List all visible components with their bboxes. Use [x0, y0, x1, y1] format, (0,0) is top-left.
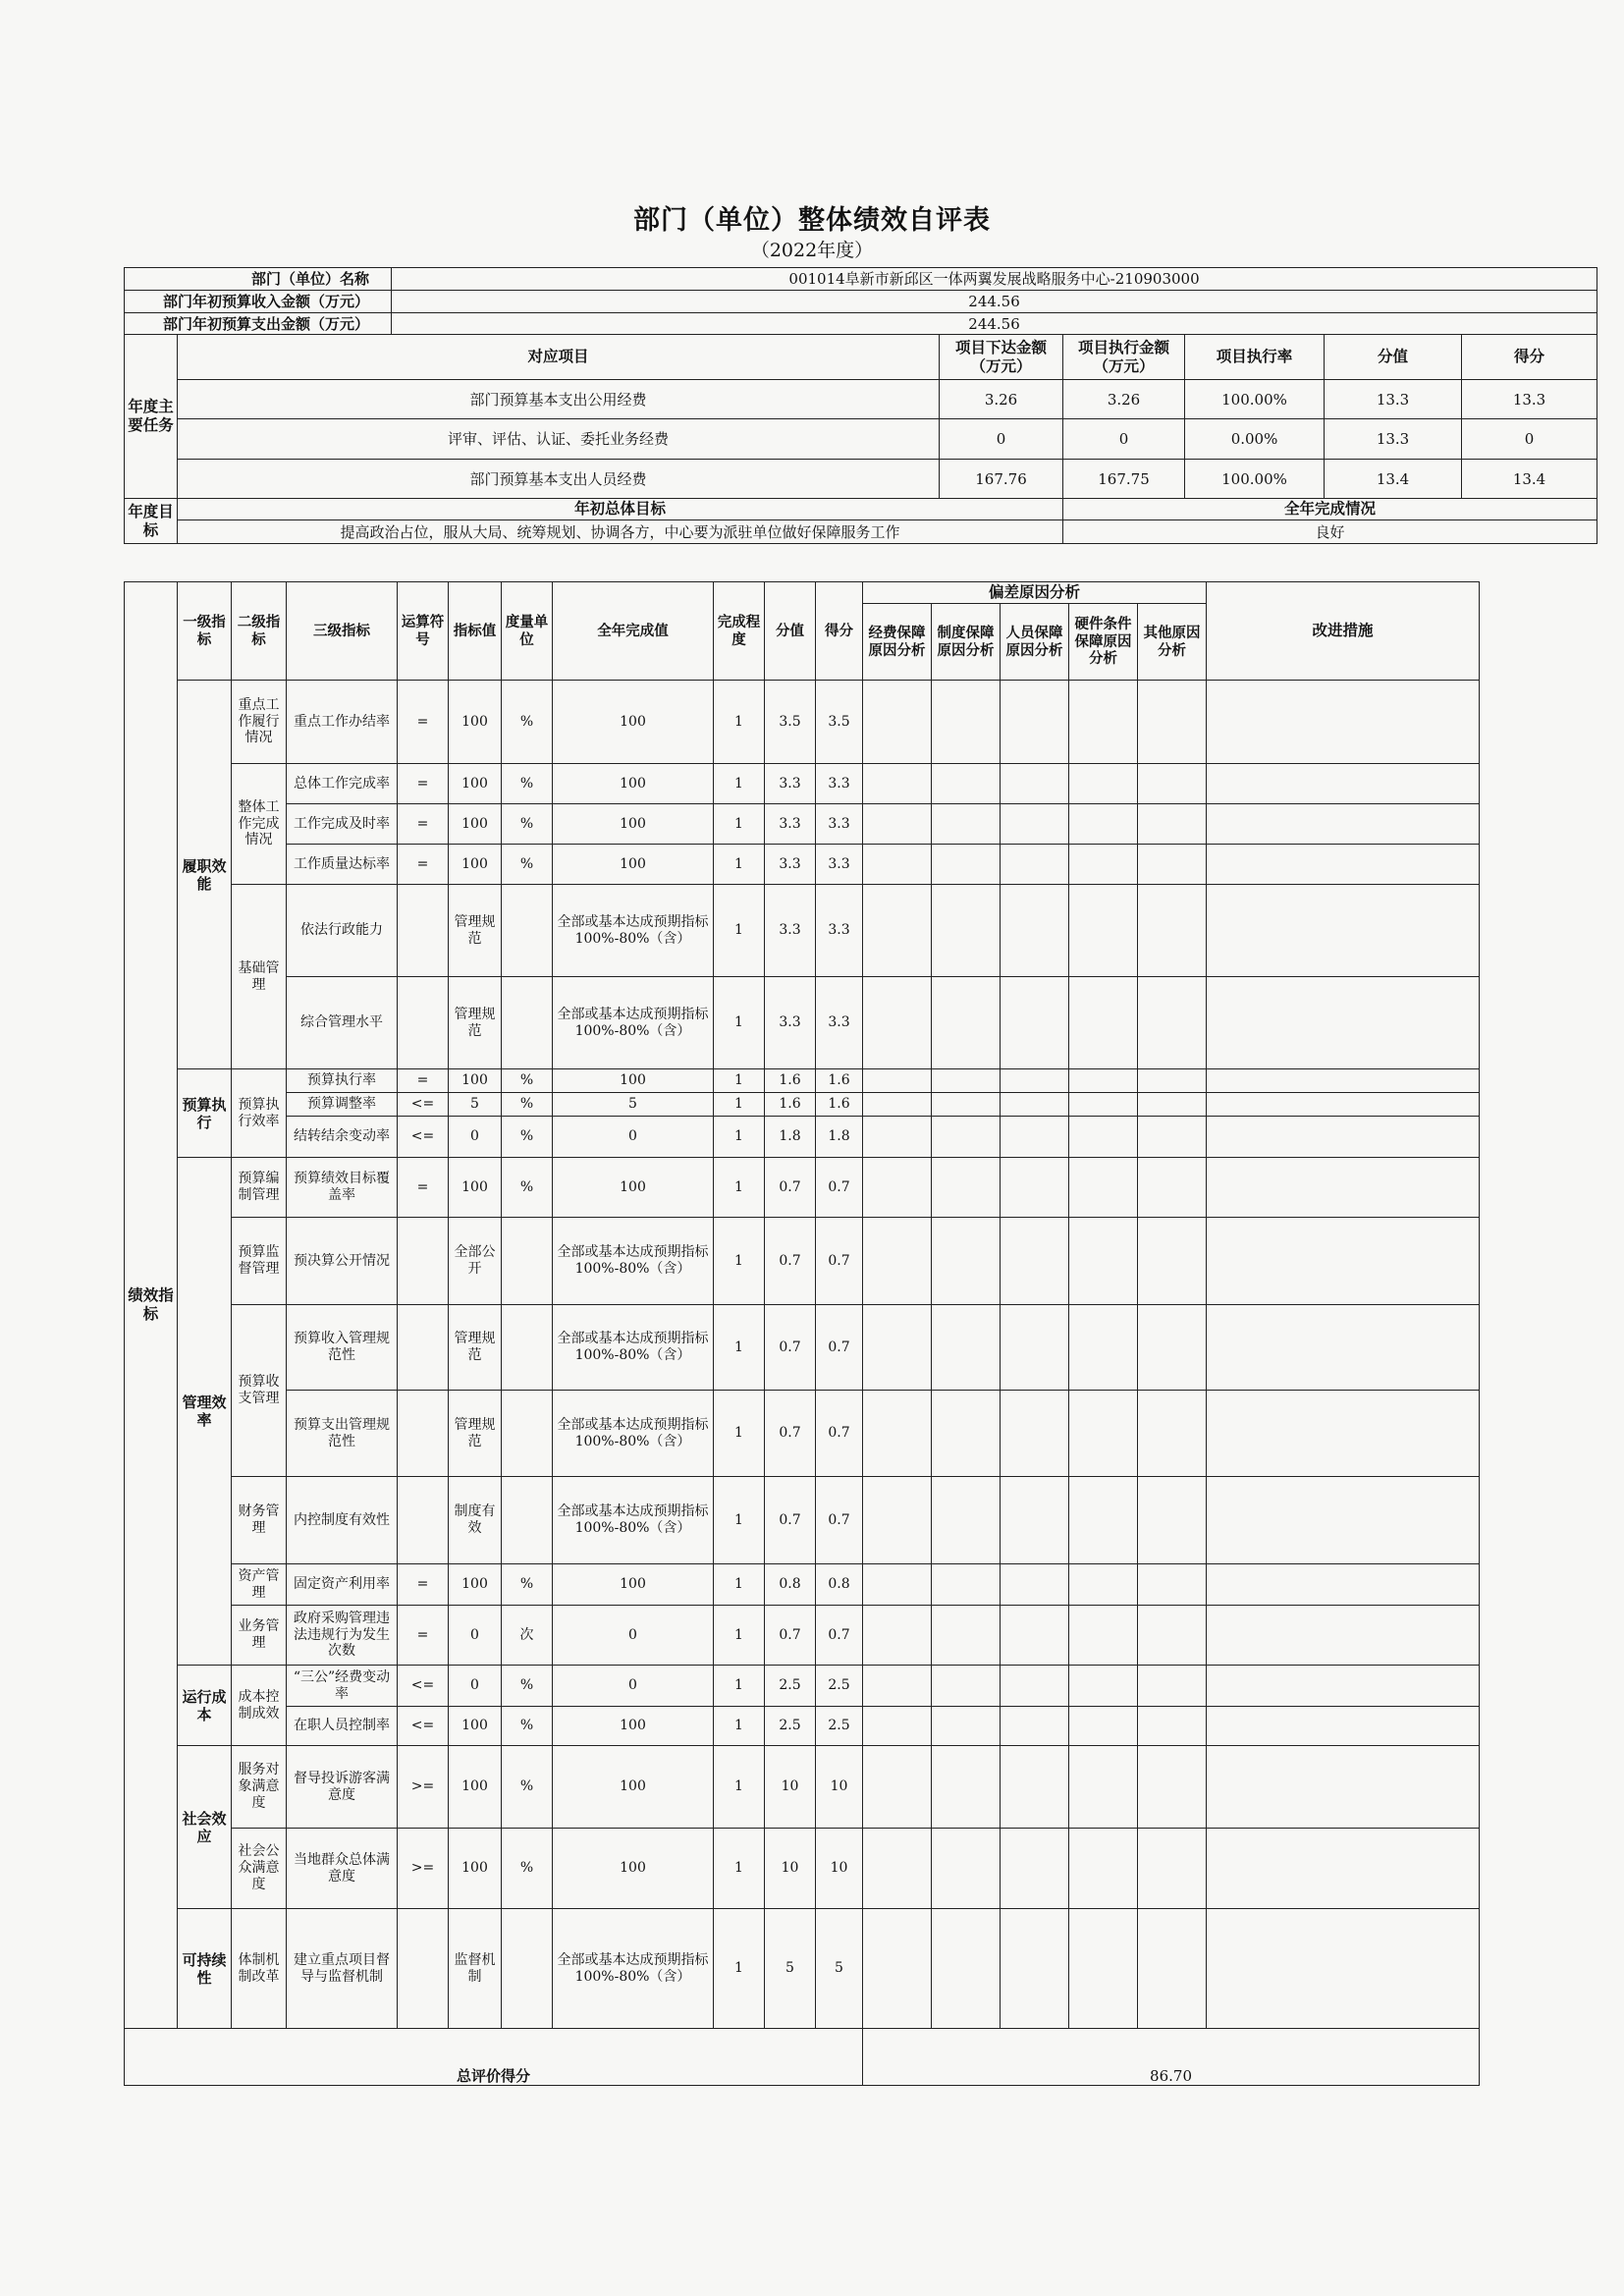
completion-rate-cell: 1 [714, 1093, 765, 1117]
score-cell: 0.7 [765, 1305, 816, 1391]
completed-value-cell: 100 [553, 681, 714, 764]
completion-rate-cell: 1 [714, 1218, 765, 1305]
operator-cell: <= [398, 1666, 449, 1707]
task-row-score: 13.4 [1325, 460, 1462, 499]
completed-value-cell: 100 [553, 1158, 714, 1218]
unit-cell [502, 1909, 553, 2029]
completion-rate-cell: 1 [714, 845, 765, 885]
l2-group: 服务对象满意度 [232, 1746, 287, 1829]
score-cell: 10 [765, 1746, 816, 1829]
unit-cell: % [502, 845, 553, 885]
unit-cell: % [502, 1117, 553, 1158]
goals-label: 年度目标 [125, 499, 178, 544]
score-cell: 0.7 [765, 1391, 816, 1477]
target-value-cell: 100 [449, 1158, 502, 1218]
completion-rate-cell: 1 [714, 1746, 765, 1829]
income-label: 部门年初预算收入金额（万元） [125, 291, 392, 313]
got-cell: 0.7 [816, 1305, 863, 1391]
target-value-cell: 100 [449, 1069, 502, 1093]
perf-label: 绩效指标 [125, 582, 178, 2029]
l2-group: 重点工作履行情况 [232, 681, 287, 764]
operator-cell [398, 977, 449, 1069]
l3-indicator: 总体工作完成率 [287, 764, 398, 804]
goals-completion-header: 全年完成情况 [1063, 499, 1597, 520]
goals-target-header: 年初总体目标 [178, 499, 1063, 520]
l3-indicator: 工作质量达标率 [287, 845, 398, 885]
completion-rate-cell: 1 [714, 1117, 765, 1158]
col-operator: 运算符号 [398, 582, 449, 681]
operator-cell: <= [398, 1707, 449, 1746]
task-row-rate: 100.00% [1185, 380, 1325, 419]
total-label: 总评价得分 [125, 2029, 863, 2086]
got-cell: 3.5 [816, 681, 863, 764]
target-value-cell: 管理规范 [449, 885, 502, 977]
completion-rate-cell: 1 [714, 1391, 765, 1477]
l3-indicator: 内控制度有效性 [287, 1477, 398, 1564]
completed-value-cell: 5 [553, 1093, 714, 1117]
got-cell: 3.3 [816, 764, 863, 804]
unit-cell: % [502, 1069, 553, 1093]
task-row-allocated: 0 [940, 419, 1063, 460]
operator-cell: = [398, 1158, 449, 1218]
l3-indicator: 依法行政能力 [287, 885, 398, 977]
target-value-cell: 100 [449, 1746, 502, 1829]
unit-cell: % [502, 1746, 553, 1829]
tasks-col-score: 分值 [1325, 335, 1462, 380]
l2-group: 预算编制管理 [232, 1158, 287, 1218]
target-value-cell: 100 [449, 1707, 502, 1746]
unit-cell: % [502, 1829, 553, 1909]
operator-cell [398, 1909, 449, 2029]
score-cell: 2.5 [765, 1707, 816, 1746]
l2-group: 资产管理 [232, 1564, 287, 1606]
l1-group: 预算执行 [178, 1069, 232, 1158]
completed-value-cell: 全部或基本达成预期指标100%-80%（含） [553, 1218, 714, 1305]
l1-group: 社会效应 [178, 1746, 232, 1909]
performance-table [124, 581, 1480, 2086]
completion-rate-cell: 1 [714, 977, 765, 1069]
l3-indicator: 督导投诉游客满意度 [287, 1746, 398, 1829]
operator-cell: = [398, 804, 449, 845]
operator-cell: <= [398, 1117, 449, 1158]
task-row-rate: 0.00% [1185, 419, 1325, 460]
score-cell: 0.7 [765, 1477, 816, 1564]
unit-cell: % [502, 804, 553, 845]
page-title: 部门（单位）整体绩效自评表 [633, 205, 991, 236]
target-value-cell: 100 [449, 804, 502, 845]
task-row-rate: 100.00% [1185, 460, 1325, 499]
unit-cell: % [502, 1707, 553, 1746]
completion-rate-cell: 1 [714, 1606, 765, 1666]
completed-value-cell: 100 [553, 1829, 714, 1909]
l1-group: 履职效能 [178, 681, 232, 1069]
completed-value-cell: 100 [553, 1069, 714, 1093]
completed-value-cell: 全部或基本达成预期指标100%-80%（含） [553, 1391, 714, 1477]
target-value-cell: 监督机制 [449, 1909, 502, 2029]
income-value: 244.56 [392, 291, 1597, 313]
l3-indicator: 预算调整率 [287, 1093, 398, 1117]
task-row-executed: 0 [1063, 419, 1185, 460]
unit-cell: % [502, 1564, 553, 1606]
completion-rate-cell: 1 [714, 1829, 765, 1909]
unit-name-label: 部门（单位）名称 [125, 268, 392, 291]
task-row-got: 13.3 [1462, 380, 1597, 419]
l2-group: 成本控制成效 [232, 1666, 287, 1746]
got-cell: 3.3 [816, 885, 863, 977]
unit-cell [502, 885, 553, 977]
got-cell: 3.3 [816, 845, 863, 885]
completion-rate-cell: 1 [714, 885, 765, 977]
l2-group: 财务管理 [232, 1477, 287, 1564]
got-cell: 3.3 [816, 804, 863, 845]
task-row-got: 13.4 [1462, 460, 1597, 499]
l3-indicator: 建立重点项目督导与监督机制 [287, 1909, 398, 2029]
completion-rate-cell: 1 [714, 1564, 765, 1606]
unit-cell [502, 1218, 553, 1305]
target-value-cell: 全部公开 [449, 1218, 502, 1305]
l2-group: 整体工作完成情况 [232, 764, 287, 885]
got-cell: 0.8 [816, 1564, 863, 1606]
task-row-score: 13.3 [1325, 419, 1462, 460]
task-row-project: 部门预算基本支出公用经费 [178, 380, 940, 419]
completion-rate-cell: 1 [714, 681, 765, 764]
tasks-col-rate: 项目执行率 [1185, 335, 1325, 380]
task-row-got: 0 [1462, 419, 1597, 460]
l3-indicator: “三公”经费变动率 [287, 1666, 398, 1707]
got-cell: 5 [816, 1909, 863, 2029]
completed-value-cell: 全部或基本达成预期指标100%-80%（含） [553, 885, 714, 977]
tasks-col-allocated: 项目下达金额（万元） [940, 335, 1063, 380]
target-value-cell: 制度有效 [449, 1477, 502, 1564]
operator-cell [398, 1391, 449, 1477]
unit-cell [502, 1477, 553, 1564]
got-cell: 0.7 [816, 1606, 863, 1666]
completion-rate-cell: 1 [714, 1707, 765, 1746]
got-cell: 10 [816, 1746, 863, 1829]
unit-cell [502, 977, 553, 1069]
l3-indicator: 预决算公开情况 [287, 1218, 398, 1305]
score-cell: 10 [765, 1829, 816, 1909]
got-cell: 0.7 [816, 1477, 863, 1564]
target-value-cell: 0 [449, 1117, 502, 1158]
l3-indicator: 综合管理水平 [287, 977, 398, 1069]
completion-rate-cell: 1 [714, 1666, 765, 1707]
score-cell: 3.3 [765, 977, 816, 1069]
l1-group: 可持续性 [178, 1909, 232, 2029]
got-cell: 0.7 [816, 1158, 863, 1218]
task-row-executed: 3.26 [1063, 380, 1185, 419]
operator-cell [398, 1305, 449, 1391]
got-cell: 1.6 [816, 1069, 863, 1093]
operator-cell [398, 1477, 449, 1564]
col-level2: 二级指标 [232, 582, 287, 681]
completion-rate-cell: 1 [714, 1477, 765, 1564]
l3-indicator: 重点工作办结率 [287, 681, 398, 764]
operator-cell: = [398, 1564, 449, 1606]
completed-value-cell: 0 [553, 1606, 714, 1666]
improve-header: 改进措施 [1207, 582, 1480, 681]
l3-indicator: 结转结余变动率 [287, 1117, 398, 1158]
col-target-value: 指标值 [449, 582, 502, 681]
target-value-cell: 5 [449, 1093, 502, 1117]
completed-value-cell: 全部或基本达成预期指标100%-80%（含） [553, 977, 714, 1069]
col-dev-hardware: 硬件条件保障原因分析 [1069, 604, 1138, 681]
score-cell: 5 [765, 1909, 816, 2029]
expense-label: 部门年初预算支出金额（万元） [125, 313, 392, 335]
unit-cell: % [502, 1666, 553, 1707]
got-cell: 1.6 [816, 1093, 863, 1117]
tasks-label: 年度主要任务 [125, 335, 178, 499]
completed-value-cell: 100 [553, 764, 714, 804]
operator-cell: = [398, 1069, 449, 1093]
operator-cell: >= [398, 1746, 449, 1829]
score-cell: 3.3 [765, 764, 816, 804]
score-cell: 0.7 [765, 1606, 816, 1666]
got-cell: 0.7 [816, 1391, 863, 1477]
completion-rate-cell: 1 [714, 1069, 765, 1093]
completed-value-cell: 100 [553, 804, 714, 845]
deviation-header: 偏差原因分析 [863, 582, 1207, 604]
operator-cell: = [398, 845, 449, 885]
completed-value-cell: 全部或基本达成预期指标100%-80%（含） [553, 1909, 714, 2029]
col-dev-personnel: 人员保障原因分析 [1001, 604, 1069, 681]
unit-name-value: 001014阜新市新邱区一体两翼发展战略服务中心-210903000 [392, 268, 1597, 291]
tasks-col-project: 对应项目 [178, 335, 940, 380]
completed-value-cell: 0 [553, 1666, 714, 1707]
completion-rate-cell: 1 [714, 1158, 765, 1218]
target-value-cell: 0 [449, 1666, 502, 1707]
completed-value-cell: 0 [553, 1117, 714, 1158]
completion-rate-cell: 1 [714, 1305, 765, 1391]
col-level1: 一级指标 [178, 582, 232, 681]
summary-table [124, 267, 1597, 544]
col-got: 得分 [816, 582, 863, 681]
col-dev-other: 其他原因分析 [1138, 604, 1207, 681]
l2-group: 体制机制改革 [232, 1909, 287, 2029]
expense-value: 244.56 [392, 313, 1597, 335]
task-row-project: 部门预算基本支出人员经费 [178, 460, 940, 499]
col-dev-system: 制度保障原因分析 [932, 604, 1001, 681]
score-cell: 3.3 [765, 804, 816, 845]
score-cell: 0.7 [765, 1218, 816, 1305]
score-cell: 3.3 [765, 845, 816, 885]
unit-cell: % [502, 1093, 553, 1117]
tasks-col-got: 得分 [1462, 335, 1597, 380]
got-cell: 2.5 [816, 1666, 863, 1707]
operator-cell: = [398, 1606, 449, 1666]
completion-rate-cell: 1 [714, 804, 765, 845]
score-cell: 1.6 [765, 1093, 816, 1117]
operator-cell [398, 1218, 449, 1305]
score-cell: 3.3 [765, 885, 816, 977]
operator-cell [398, 885, 449, 977]
task-row-score: 13.3 [1325, 380, 1462, 419]
unit-cell: % [502, 1158, 553, 1218]
operator-cell: = [398, 681, 449, 764]
target-value-cell: 100 [449, 1564, 502, 1606]
unit-cell [502, 1391, 553, 1477]
operator-cell: <= [398, 1093, 449, 1117]
target-value-cell: 100 [449, 1829, 502, 1909]
l3-indicator: 固定资产利用率 [287, 1564, 398, 1606]
l2-group: 基础管理 [232, 885, 287, 1069]
l2-group: 预算执行效率 [232, 1069, 287, 1158]
target-value-cell: 100 [449, 764, 502, 804]
target-value-cell: 100 [449, 845, 502, 885]
got-cell: 3.3 [816, 977, 863, 1069]
completed-value-cell: 100 [553, 1707, 714, 1746]
got-cell: 0.7 [816, 1218, 863, 1305]
got-cell: 1.8 [816, 1117, 863, 1158]
goals-completion-text: 良好 [1063, 520, 1597, 544]
l1-group: 运行成本 [178, 1666, 232, 1746]
got-cell: 10 [816, 1829, 863, 1909]
l2-group: 预算监督管理 [232, 1218, 287, 1305]
completed-value-cell: 100 [553, 845, 714, 885]
l3-indicator: 政府采购管理违法违规行为发生次数 [287, 1606, 398, 1666]
col-score: 分值 [765, 582, 816, 681]
l2-group: 业务管理 [232, 1606, 287, 1666]
got-cell: 2.5 [816, 1707, 863, 1746]
task-row-allocated: 167.76 [940, 460, 1063, 499]
l3-indicator: 预算执行率 [287, 1069, 398, 1093]
unit-cell: % [502, 681, 553, 764]
completed-value-cell: 全部或基本达成预期指标100%-80%（含） [553, 1477, 714, 1564]
l3-indicator: 在职人员控制率 [287, 1707, 398, 1746]
unit-cell: 次 [502, 1606, 553, 1666]
l3-indicator: 当地群众总体满意度 [287, 1829, 398, 1909]
l1-group: 管理效率 [178, 1158, 232, 1666]
unit-cell [502, 1305, 553, 1391]
score-cell: 1.6 [765, 1069, 816, 1093]
completed-value-cell: 100 [553, 1746, 714, 1829]
l3-indicator: 预算绩效目标覆盖率 [287, 1158, 398, 1218]
page-subtitle: （2022年度） [750, 240, 874, 261]
operator-cell: >= [398, 1829, 449, 1909]
score-cell: 2.5 [765, 1666, 816, 1707]
l3-indicator: 工作完成及时率 [287, 804, 398, 845]
task-row-allocated: 3.26 [940, 380, 1063, 419]
col-unit: 度量单位 [502, 582, 553, 681]
target-value-cell: 管理规范 [449, 977, 502, 1069]
operator-cell: = [398, 764, 449, 804]
l2-group: 社会公众满意度 [232, 1829, 287, 1909]
score-cell: 3.5 [765, 681, 816, 764]
col-dev-funding: 经费保障原因分析 [863, 604, 932, 681]
unit-cell: % [502, 764, 553, 804]
task-row-executed: 167.75 [1063, 460, 1185, 499]
task-row-project: 评审、评估、认证、委托业务经费 [178, 419, 940, 460]
score-cell: 0.8 [765, 1564, 816, 1606]
total-value: 86.70 [863, 2029, 1480, 2086]
col-completion-rate: 完成程度 [714, 582, 765, 681]
target-value-cell: 100 [449, 681, 502, 764]
l3-indicator: 预算支出管理规范性 [287, 1391, 398, 1477]
col-level3: 三级指标 [287, 582, 398, 681]
l2-group: 预算收支管理 [232, 1305, 287, 1477]
completion-rate-cell: 1 [714, 764, 765, 804]
score-cell: 1.8 [765, 1117, 816, 1158]
score-cell: 0.7 [765, 1158, 816, 1218]
completed-value-cell: 100 [553, 1564, 714, 1606]
tasks-col-executed: 项目执行金额（万元） [1063, 335, 1185, 380]
l3-indicator: 预算收入管理规范性 [287, 1305, 398, 1391]
goals-target-text: 提高政治占位，服从大局、统筹规划、协调各方，中心要为派驻单位做好保障服务工作 [178, 520, 1063, 544]
col-completed-value: 全年完成值 [553, 582, 714, 681]
target-value-cell: 0 [449, 1606, 502, 1666]
completion-rate-cell: 1 [714, 1909, 765, 2029]
target-value-cell: 管理规范 [449, 1391, 502, 1477]
target-value-cell: 管理规范 [449, 1305, 502, 1391]
completed-value-cell: 全部或基本达成预期指标100%-80%（含） [553, 1305, 714, 1391]
